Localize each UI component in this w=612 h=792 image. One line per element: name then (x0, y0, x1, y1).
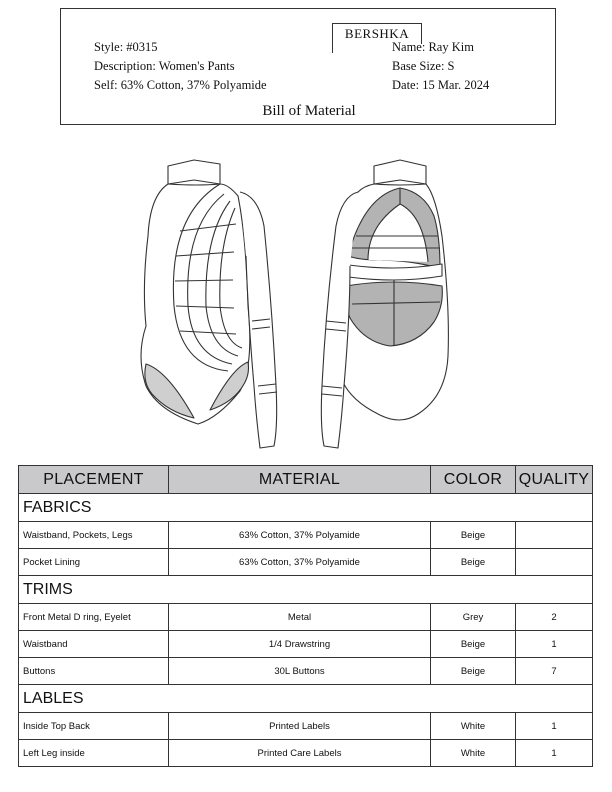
material-cell: Printed Labels (169, 713, 431, 740)
color-cell: Beige (431, 522, 516, 549)
placement-cell: Waistband, Pockets, Legs (19, 522, 169, 549)
material-cell: 30L Buttons (169, 658, 431, 685)
quality-cell: 7 (516, 658, 593, 685)
section-title: LABLES (19, 685, 593, 713)
placement-cell: Front Metal D ring, Eyelet (19, 604, 169, 631)
description: Description: Women's Pants (94, 59, 235, 73)
color-cell: White (431, 713, 516, 740)
material-cell: Printed Care Labels (169, 740, 431, 767)
quality-cell: 1 (516, 631, 593, 658)
quality-cell (516, 549, 593, 576)
spec-date: Date: 15 Mar. 2024 (392, 78, 490, 92)
col-placement: PLACEMENT (19, 466, 169, 494)
col-material: MATERIAL (169, 466, 431, 494)
color-cell: Beige (431, 549, 516, 576)
material-cell: 1/4 Drawstring (169, 631, 431, 658)
material-cell: Metal (169, 604, 431, 631)
color-cell: White (431, 740, 516, 767)
brand-label: BERSHKA (333, 23, 422, 44)
table-row (19, 740, 593, 767)
placement-cell: Buttons (19, 658, 169, 685)
section-title: FABRICS (19, 494, 593, 522)
placement-cell: Left Leg inside (19, 740, 169, 767)
page-title: Bill of Material (262, 103, 356, 119)
garment-flat-sketch (128, 156, 458, 456)
table-row (19, 549, 593, 576)
quality-cell: 1 (516, 713, 593, 740)
bom-table (18, 465, 593, 767)
col-color: COLOR (431, 466, 516, 494)
col-quality: QUALITY (516, 466, 593, 494)
self-fabric: Self: 63% Cotton, 37% Polyamide (94, 78, 267, 92)
color-cell: Beige (431, 658, 516, 685)
placement-cell: Waistband (19, 631, 169, 658)
material-cell: 63% Cotton, 37% Polyamide (169, 522, 431, 549)
table-row (19, 658, 593, 685)
quality-cell: 1 (516, 740, 593, 767)
section-row-fabrics (19, 494, 593, 522)
quality-cell: 2 (516, 604, 593, 631)
material-cell: 63% Cotton, 37% Polyamide (169, 549, 431, 576)
style-number: Style: #0315 (94, 40, 158, 54)
section-row-trims (19, 576, 593, 604)
table-row (19, 522, 593, 549)
front-view-sketch (141, 160, 277, 448)
back-view-sketch (321, 160, 448, 448)
section-title: TRIMS (19, 576, 593, 604)
color-cell: Grey (431, 604, 516, 631)
quality-cell (516, 522, 593, 549)
table-header-row (19, 466, 593, 494)
designer-name: Name: Ray Kim (392, 40, 474, 54)
color-cell: Beige (431, 631, 516, 658)
placement-cell: Pocket Lining (19, 549, 169, 576)
table-row (19, 631, 593, 658)
section-row-lables (19, 685, 593, 713)
placement-cell: Inside Top Back (19, 713, 169, 740)
table-row (19, 713, 593, 740)
spec-header (60, 8, 556, 125)
table-row (19, 604, 593, 631)
base-size: Base Size: S (392, 59, 455, 73)
